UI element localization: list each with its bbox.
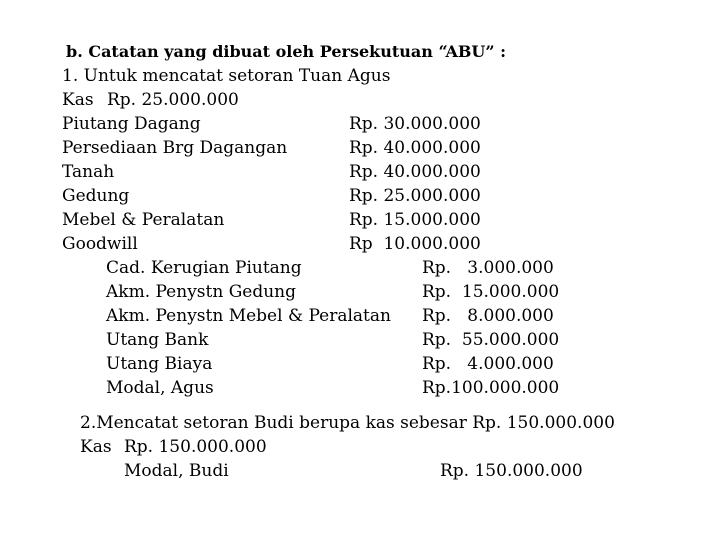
credit-row-amount: Rp. 15.000.000 (422, 282, 560, 302)
debit-row-amount: Rp. 40.000.000 (349, 162, 481, 182)
credit-row-amount: Rp. 55.000.000 (422, 330, 560, 350)
debit-row-amount: Rp. 25.000.000 (349, 186, 481, 206)
debit-row-kas-amount: Rp. 25.000.000 (107, 90, 239, 110)
debit-row-account: Gedung (62, 186, 130, 206)
debit-row-account: Persediaan Brg Dagangan (62, 138, 288, 158)
section2-credit-account: Modal, Budi (124, 461, 229, 481)
credit-row-amount: Rp. 3.000.000 (422, 258, 554, 278)
section2-debit-account: Kas (80, 437, 112, 457)
credit-row-account: Utang Biaya (106, 354, 213, 374)
credit-row-amount: Rp.100.000.000 (422, 378, 560, 398)
section2-credit-amount: Rp. 150.000.000 (440, 461, 583, 481)
debit-row-amount: Rp 10.000.000 (349, 234, 481, 254)
section2-debit-amount: Rp. 150.000.000 (124, 437, 267, 457)
debit-row-account: Goodwill (62, 234, 138, 254)
credit-row-account: Cad. Kerugian Piutang (106, 258, 302, 278)
credit-row-amount: Rp. 8.000.000 (422, 306, 554, 326)
credit-row-account: Akm. Penystn Gedung (106, 282, 297, 302)
heading: b. Catatan yang dibuat oleh Persekutuan “ABU” : (66, 42, 507, 61)
debit-row-account: Mebel & Peralatan (62, 210, 225, 230)
debit-row-amount: Rp. 40.000.000 (349, 138, 481, 158)
debit-row-amount: Rp. 30.000.000 (349, 114, 481, 134)
debit-row-amount: Rp. 15.000.000 (349, 210, 481, 230)
section2-title: 2.Mencatat setoran Budi berupa kas sebesar Rp. 150.000.000 (80, 413, 615, 433)
credit-row-account: Modal, Agus (106, 378, 214, 398)
debit-row-account: Piutang Dagang (62, 114, 201, 134)
credit-row-amount: Rp. 4.000.000 (422, 354, 554, 374)
credit-row-account: Utang Bank (106, 330, 209, 350)
debit-row-account: Tanah (62, 162, 115, 182)
credit-row-account: Akm. Penystn Mebel & Peralatan (106, 306, 391, 326)
section1-title: 1. Untuk mencatat setoran Tuan Agus (62, 66, 391, 86)
debit-row-kas-account: Kas (62, 90, 94, 110)
